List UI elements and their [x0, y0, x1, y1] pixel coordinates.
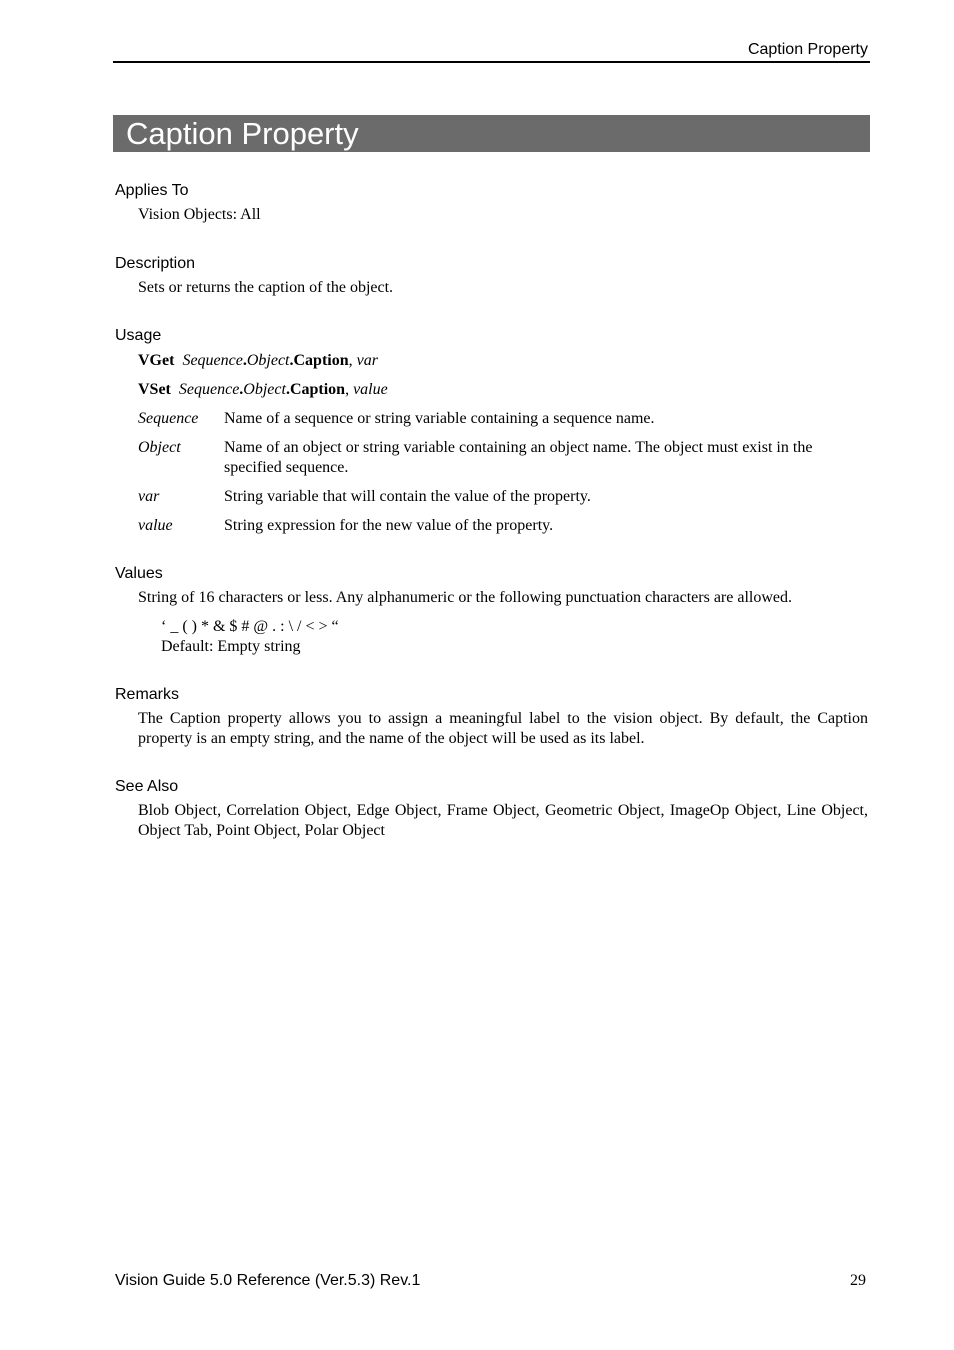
vget-sequence: Sequence: [182, 352, 243, 369]
values-heading: Values: [115, 565, 163, 582]
vset-syntax: VSet Sequence.Object.Caption, value: [138, 381, 388, 398]
values-text: String of 16 characters or less. Any alphanumeric or the following punctuation characters are allowed.: [138, 589, 792, 606]
param-name: value: [138, 517, 173, 534]
remarks-heading: Remarks: [115, 686, 180, 703]
usage-heading: Usage: [115, 327, 162, 344]
description-text: Sets or returns the caption of the object.: [138, 279, 394, 296]
remarks-text: The Caption property allows you to assign a meaningful label to the vision object. By default, the Caption property is an empty string, and the name of the object will be used as its label.: [138, 710, 868, 747]
applies-to-text: Vision Objects: All: [138, 206, 261, 223]
vget-property: Caption: [293, 352, 349, 369]
header-rule: [113, 61, 870, 63]
title-bar: [113, 115, 870, 152]
applies-to-heading: Applies To: [115, 182, 189, 199]
default-value: Default: Empty string: [161, 638, 301, 655]
page-title: Caption Property: [126, 116, 359, 151]
running-head: Caption Property: [747, 41, 868, 58]
vset-command: VSet: [138, 381, 171, 398]
see-also-heading: See Also: [115, 778, 179, 795]
footer-document-title: Vision Guide 5.0 Reference (Ver.5.3) Rev.1: [115, 1272, 421, 1289]
vget-syntax: VGet Sequence.Object.Caption, var: [138, 352, 378, 369]
vget-command: VGet: [138, 352, 175, 369]
vget-arg: var: [356, 352, 378, 369]
param-description: String variable that will contain the value of the property.: [224, 488, 591, 505]
param-name: Sequence: [138, 410, 199, 427]
param-description: Name of an object or string variable containing an object name. The object must exist in the specified sequence.: [224, 439, 813, 476]
param-description: Name of a sequence or string variable containing a sequence name.: [224, 410, 655, 427]
vset-object: Object: [243, 381, 286, 398]
vset-arg: value: [353, 381, 388, 398]
page-number: 29: [850, 1272, 866, 1289]
see-also-text: Blob Object, Correlation Object, Edge Object, Frame Object, Geometric Object, ImageOp Object, Line Object, Object Tab, Point Object, Polar Object: [138, 802, 868, 839]
vset-sequence: Sequence: [178, 381, 240, 398]
param-name: Object: [138, 439, 181, 456]
description-heading: Description: [115, 255, 196, 272]
vget-object: Object: [246, 352, 290, 369]
allowed-characters: ‘ _ ( ) * & $ # @ . : \ / < > “: [161, 618, 339, 635]
param-description: String expression for the new value of the property.: [224, 517, 554, 534]
vset-property: Caption: [289, 381, 346, 398]
param-name: var: [138, 488, 160, 505]
